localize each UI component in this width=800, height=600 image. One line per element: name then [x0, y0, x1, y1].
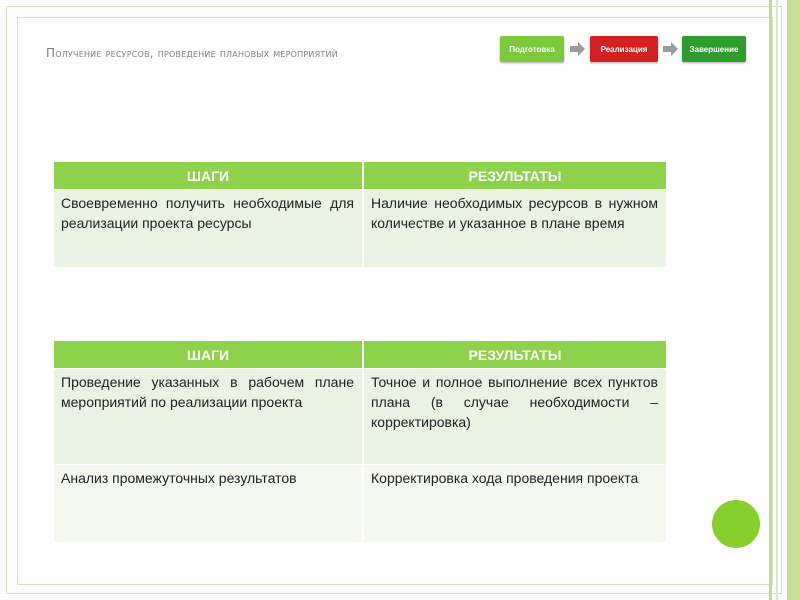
column-header-results: РЕЗУЛЬТАТЫ	[363, 162, 666, 190]
steps-results-table-2	[54, 341, 666, 542]
table-cell-step: Своевременно получить необходимые для реализации проекта ресурсы	[54, 190, 363, 268]
table-cell-step: Проведение указанных в рабочем плане мероприятий по реализации проекта	[54, 369, 363, 465]
process-step-preparation: Подготовка	[500, 36, 564, 62]
column-header-steps: ШАГИ	[54, 341, 363, 369]
slide-title: Получение ресурсов, проведение плановых мероприятий	[46, 46, 338, 60]
table-row	[54, 190, 666, 268]
table-header-row	[54, 341, 666, 369]
process-step-implementation: Реализация	[590, 36, 658, 62]
table-cell-result: Корректировка хода проведения проекта	[363, 465, 666, 543]
steps-results-table-1	[54, 162, 666, 267]
table-header-row	[54, 162, 666, 190]
decorative-stripe	[776, 0, 778, 600]
column-header-steps: ШАГИ	[54, 162, 363, 190]
decorative-stripe	[787, 0, 800, 600]
table-row	[54, 369, 666, 465]
decorative-stripe	[769, 0, 772, 600]
table-cell-result: Наличие необходимых ресурсов в нужном количестве и указанное в плане время	[363, 190, 666, 268]
process-step-completion: Завершение	[682, 36, 746, 62]
table-row	[54, 465, 666, 543]
table-cell-result: Точное и полное выполнение всех пунктов плана (в случае необходимости – корректировка)	[363, 369, 666, 465]
column-header-results: РЕЗУЛЬТАТЫ	[363, 341, 666, 369]
table-cell-step: Анализ промежуточных результатов	[54, 465, 363, 543]
decorative-circle	[712, 500, 760, 548]
